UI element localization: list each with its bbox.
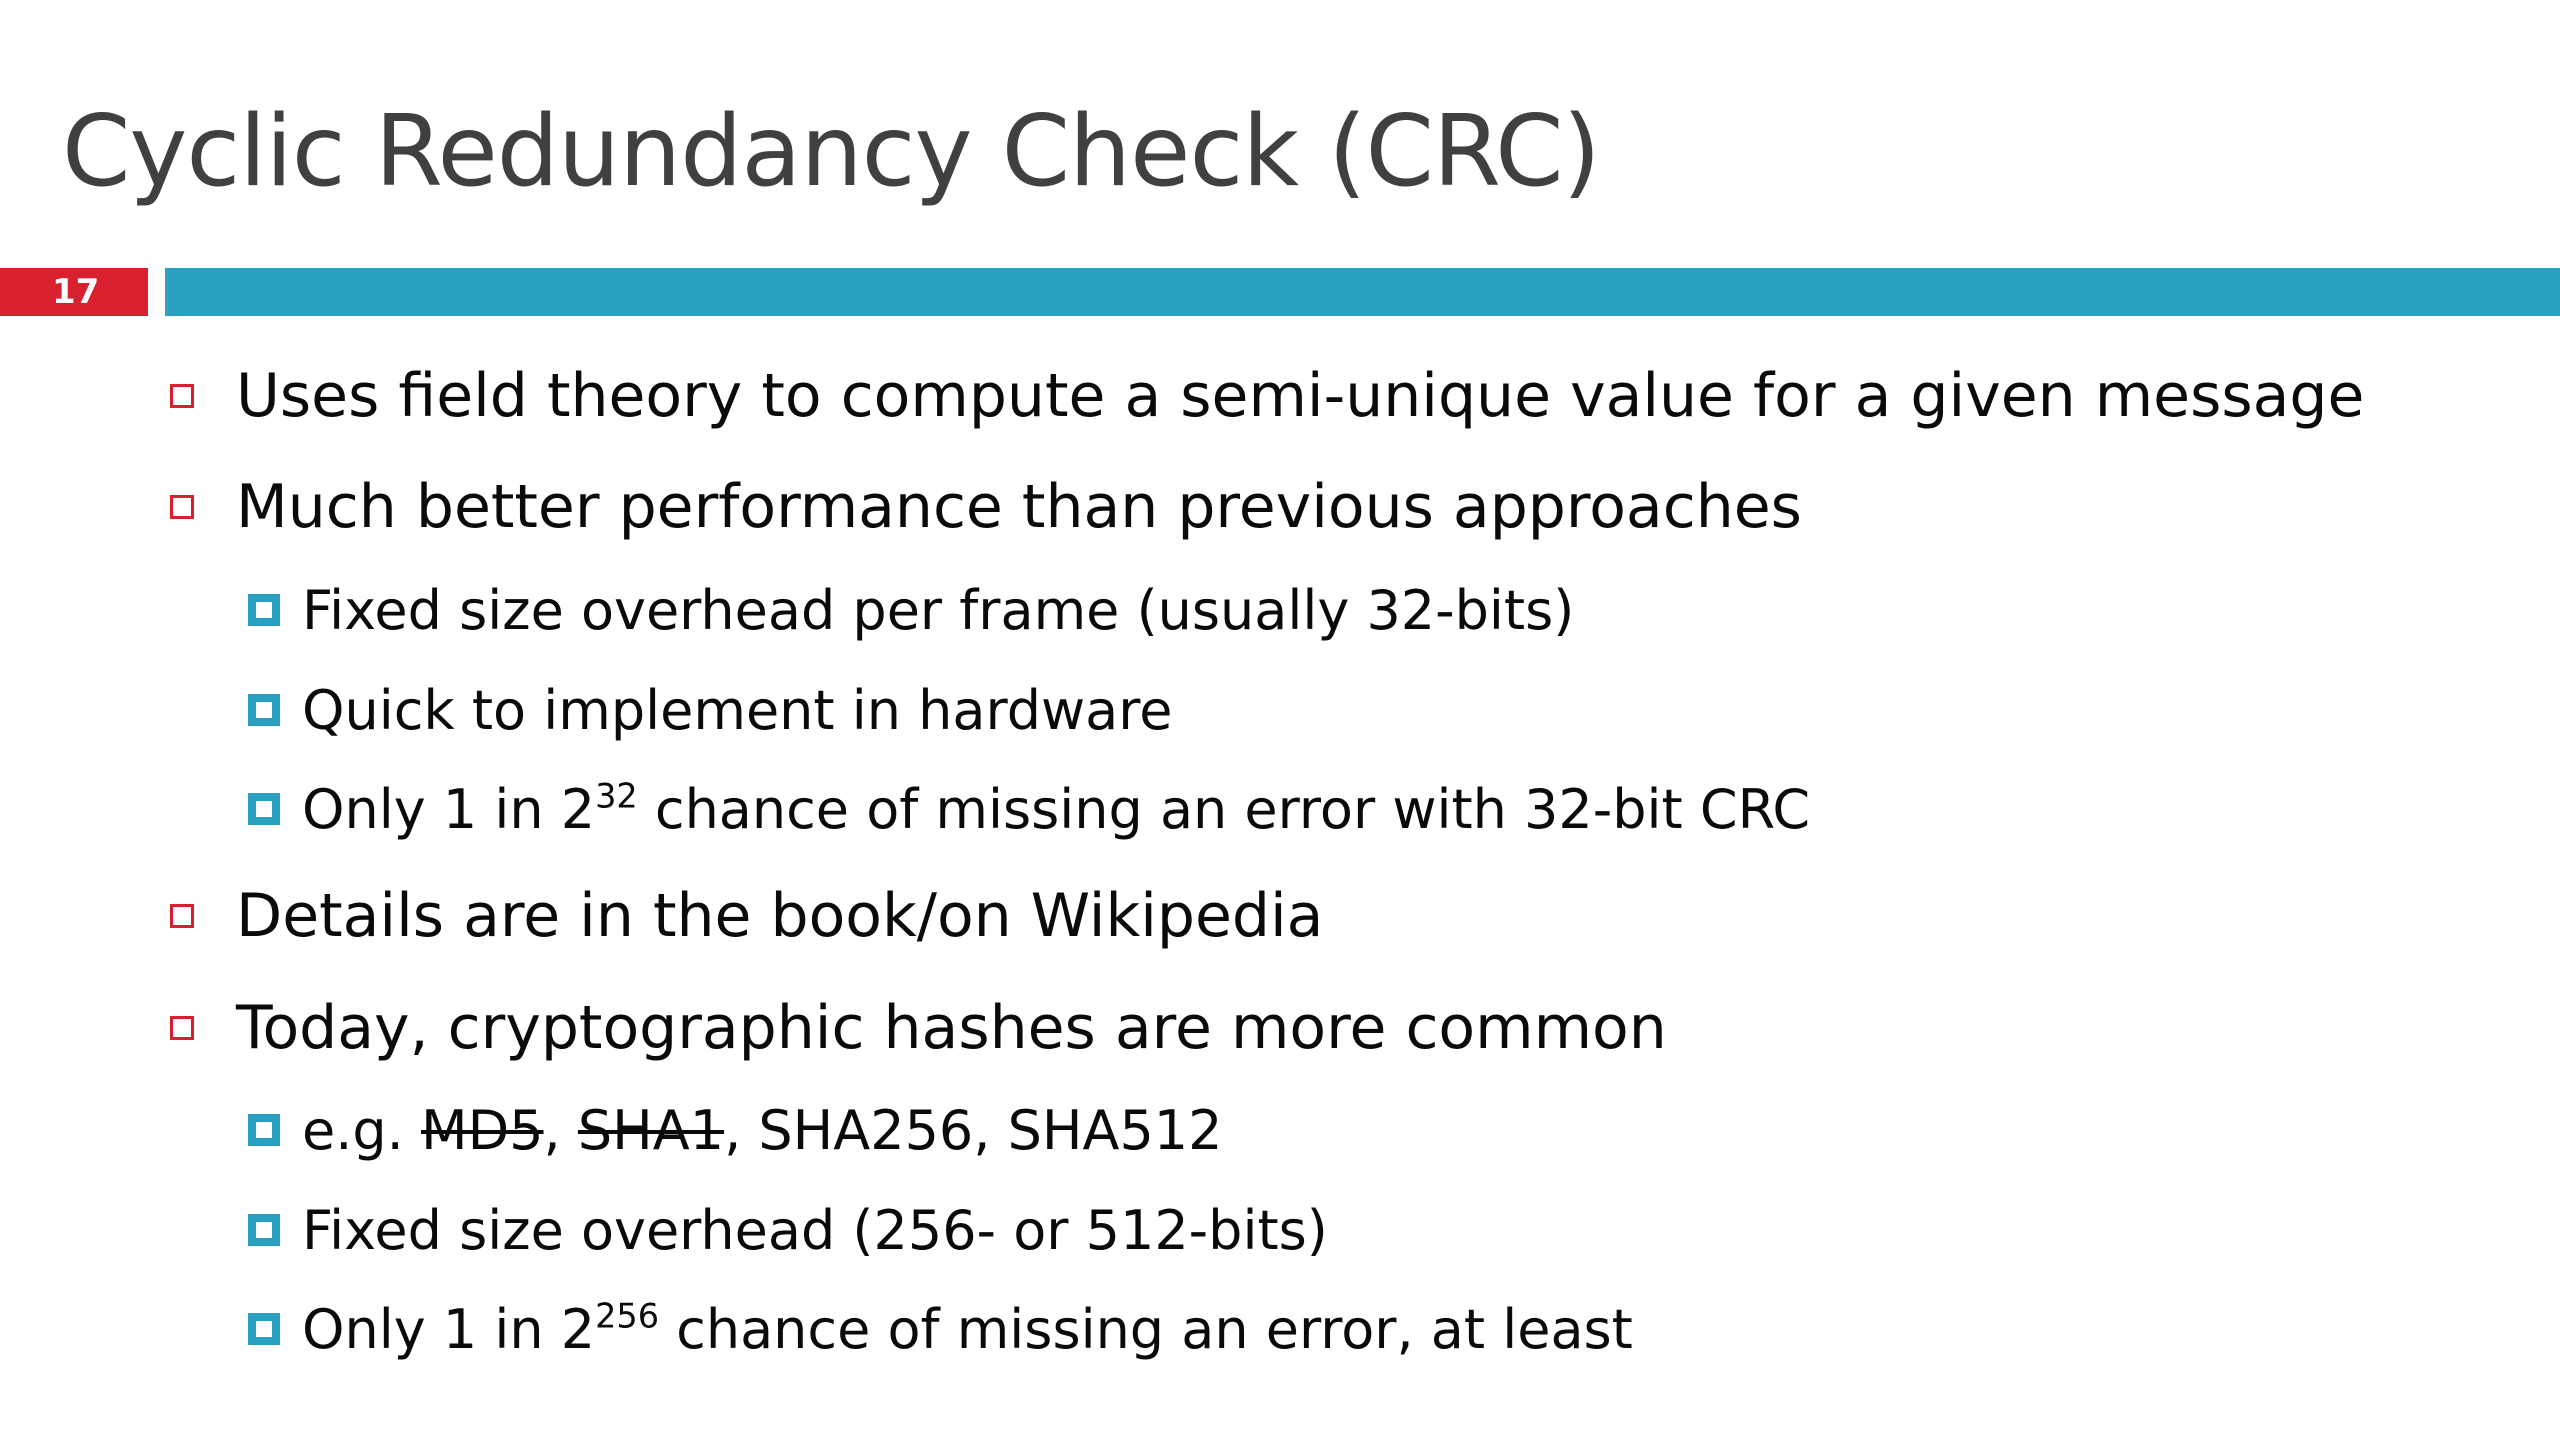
- struck-text: MD5: [421, 1098, 544, 1162]
- text-segment: ,: [543, 1098, 578, 1162]
- sub-bullet-text: Fixed size overhead (256- or 512-bits): [302, 1198, 1328, 1262]
- bullet-text: Uses field theory to compute a semi-unique value for a given message: [236, 361, 2365, 431]
- bullet-text: Much better performance than previous approaches: [236, 472, 1802, 542]
- sub-bullet-text: Quick to implement in hardware: [302, 678, 1173, 742]
- sub-bullet-text: [302, 1099, 1223, 1162]
- bullet-item: [170, 988, 1667, 1068]
- text-segment: chance of missing an error, at least: [659, 1297, 1633, 1361]
- text-segment: Only 1 in 2: [302, 777, 596, 841]
- hollow-square-bullet-icon: [170, 384, 194, 408]
- filled-square-bullet-icon: [248, 793, 280, 825]
- sub-bullet-item: [248, 772, 1810, 846]
- hollow-square-bullet-icon: [170, 1016, 194, 1040]
- sub-bullet-item: [248, 1193, 1328, 1267]
- slide-number: 17: [52, 272, 100, 312]
- exponent: 32: [595, 775, 638, 815]
- sub-bullet-text: [302, 1295, 1633, 1361]
- slide-title: Cyclic Redundancy Check (CRC): [62, 95, 1600, 209]
- text-segment: Only 1 in 2: [302, 1297, 596, 1361]
- sub-bullet-item: [248, 573, 1574, 647]
- bullet-item: [170, 876, 1323, 956]
- filled-square-bullet-icon: [248, 1214, 280, 1246]
- hollow-square-bullet-icon: [170, 495, 194, 519]
- sub-bullet-item: [248, 673, 1172, 747]
- bullet-item: [170, 467, 1802, 547]
- bullet-text: Details are in the book/on Wikipedia: [236, 881, 1324, 951]
- filled-square-bullet-icon: [248, 594, 280, 626]
- bullet-text: Today, cryptographic hashes are more common: [236, 993, 1667, 1063]
- sub-bullet-text: Fixed size overhead per frame (usually 32-bits): [302, 578, 1575, 642]
- sub-bullet-text: [302, 775, 1811, 841]
- filled-square-bullet-icon: [248, 694, 280, 726]
- exponent: 256: [595, 1295, 660, 1335]
- text-segment: chance of missing an error with 32-bit CRC: [637, 777, 1811, 841]
- filled-square-bullet-icon: [248, 1114, 280, 1146]
- hollow-square-bullet-icon: [170, 904, 194, 928]
- text-segment: , SHA256, SHA512: [724, 1098, 1223, 1162]
- sub-bullet-item: [248, 1292, 1633, 1366]
- sub-bullet-item: [248, 1093, 1223, 1167]
- filled-square-bullet-icon: [248, 1313, 280, 1345]
- text-segment: e.g.: [302, 1098, 421, 1162]
- bullet-item: [170, 356, 2364, 436]
- struck-text: SHA1: [577, 1098, 725, 1162]
